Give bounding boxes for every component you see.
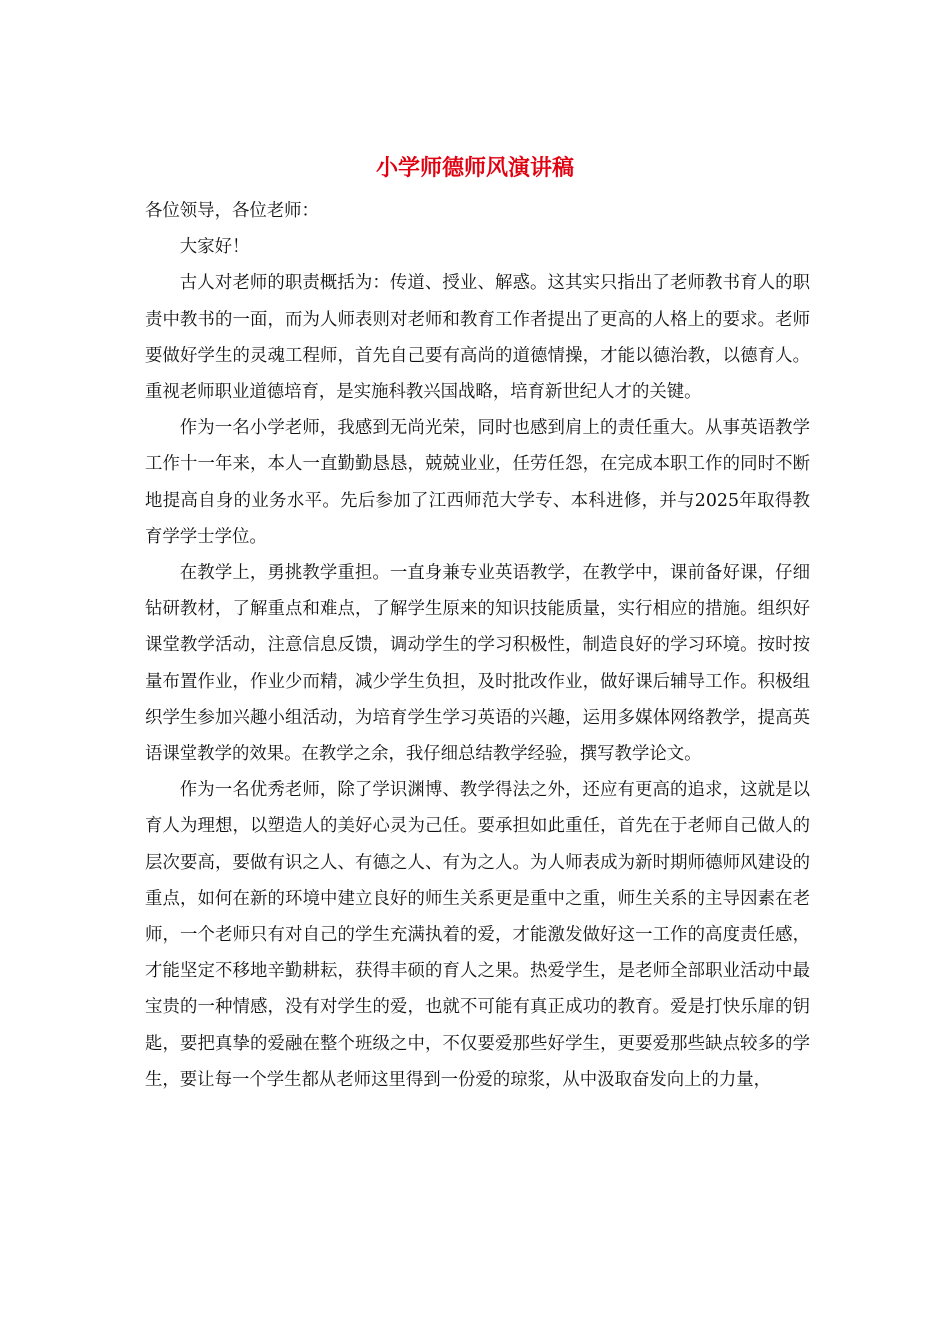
paragraph-loving-students: 作为一名优秀老师，除了学识渊博、教学得法之外，还应有更高的追求，这就是以育人为理想，以塑造人的美好心灵为己任。要承担如此重任，首先在于老师自己做人的层次要高，要做有识之人、有德之人、有为之人。为人师表成为新时期师德师风建设的重点，如何在新的环境中建立良好的师生关系更是重中之重，师生关系的主导因素在老师，一个老师只有对自己的学生充满执着的爱，才能激发做好这一工作的高度责任感，才能坚定不移地辛勤耕耘，获得丰硕的育人之果。热爱学生，是老师全部职业活动中最宝贵的一种情感，没有对学生的爱，也就不可能有真正成功的教育。爱是打快乐扉的钥匙，要把真挚的爱融在整个班级之中，不仅要爱那些好学生，更要爱那些缺点较多的学生，要让每一个学生都从老师这里得到一份爱的琼浆，从中汲取奋发向上的力量， — [145, 780, 810, 1090]
salutation: 各位领导，各位老师： — [145, 201, 319, 221]
document-body — [145, 193, 810, 1098]
document-title: 小学师德师风演讲稿 — [375, 155, 574, 181]
paragraph-personal-experience: 作为一名小学老师，我感到无尚光荣，同时也感到肩上的责任重大。从事英语教学工作十一年来，本人一直勤勤恳恳，兢兢业业，任劳任怨，在完成本职工作的同时不断地提高自身的业务水平。先后参加了江西师范大学专、本科进修，并与2025年取得教育学学士学位。 — [145, 418, 810, 547]
paragraph-teacher-duties: 古人对老师的职责概括为：传道、授业、解惑。这其实只指出了老师教书育人的职责中教书的一面，而为人师表则对老师和教育工作者提出了更高的人格上的要求。老师要做好学生的灵魂工程师，首先自己要有高尚的道德情操，才能以德治教，以德育人。重视老师职业道德培育，是实施科教兴国战略，培育新世纪人才的关键。 — [145, 273, 810, 403]
paragraph-greeting: 大家好！ — [179, 237, 250, 258]
paragraph-teaching-practice: 在教学上，勇挑教学重担。一直身兼专业英语教学，在教学中，课前备好课，仔细钻研教材，了解重点和难点，了解学生原来的知识技能质量，实行相应的措施。组织好课堂教学活动，注意信息反馈，调动学生的学习积极性，制造良好的学习环境。按时按量布置作业，作业少而精，减少学生负担，及时批改作业，做好课后辅导工作。积极组织学生参加兴趣小组活动，为培育学生学习英语的兴趣，运用多媒体网络教学，提高英语课堂教学的效果。在教学之余，我仔细总结教学经验，撰写教学论文。 — [145, 563, 810, 765]
